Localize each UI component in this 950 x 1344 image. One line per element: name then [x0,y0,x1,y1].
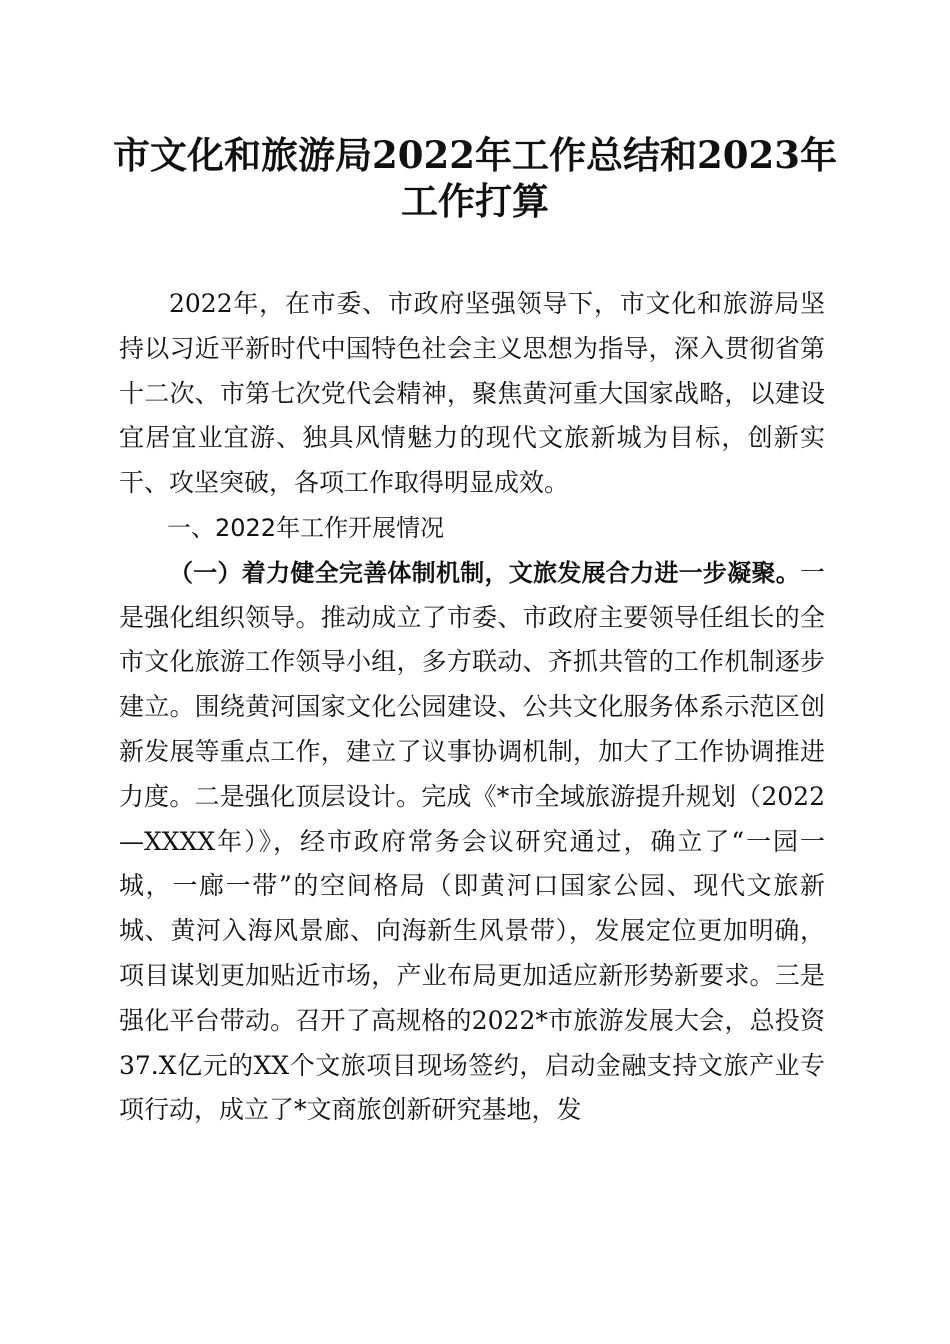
intro-paragraph: 2022年，在市委、市政府坚强领导下，市文化和旅游局坚持以习近平新时代中国特色社会主义思想为指导，深入贯彻省第十二次、市第七次党代会精神，聚焦黄河重大国家战略，以建设宜居宜业宜游、独具风情魅力的现代文旅新城为目标，创新实干、攻坚突破，各项工作取得明显成效。 [119,289,825,498]
section-heading-1: 一、2022年工作开展情况 [167,513,445,542]
document-title: 市文化和旅游局2022年工作总结和2023年工作打算 [113,133,837,223]
subsection-body-1: 一是强化组织领导。推动成立了市委、市政府主要领导任组长的全市文化旅游工作领导小组，多方联动、齐抓共管的工作机制逐步建立。围绕黄河国家文化公园建设、公共文化服务体系示范区创新发展等重点工作，建立了议事协调机制，加大了工作协调推进力度。二是强化顶层设计。完成《*市全域旅游提升规划（2022—XXXX年）》，经市政府常务会议研究通过，确立了“一园一城，一廊一带”的空间格局（即黄河口国家公园、现代文旅新城、黄河入海风景廊、向海新生风景带），发展定位更加明确，项目谋划更加贴近市场，产业布局更加适应新形势新要求。三是强化平台带动。召开了高规格的2022*市旅游发展大会，总投资37.X亿元的XX个文旅项目现场签约，启动金融支持文旅产业专项行动，成立了*文商旅创新研究基地，发 [119,557,825,1125]
subsection-paragraph-1 [119,551,825,1133]
document-body [119,282,825,1133]
subsection-heading-1: （一）着力健全完善体制机制，文旅发展合力进一步凝聚。 [169,558,800,587]
